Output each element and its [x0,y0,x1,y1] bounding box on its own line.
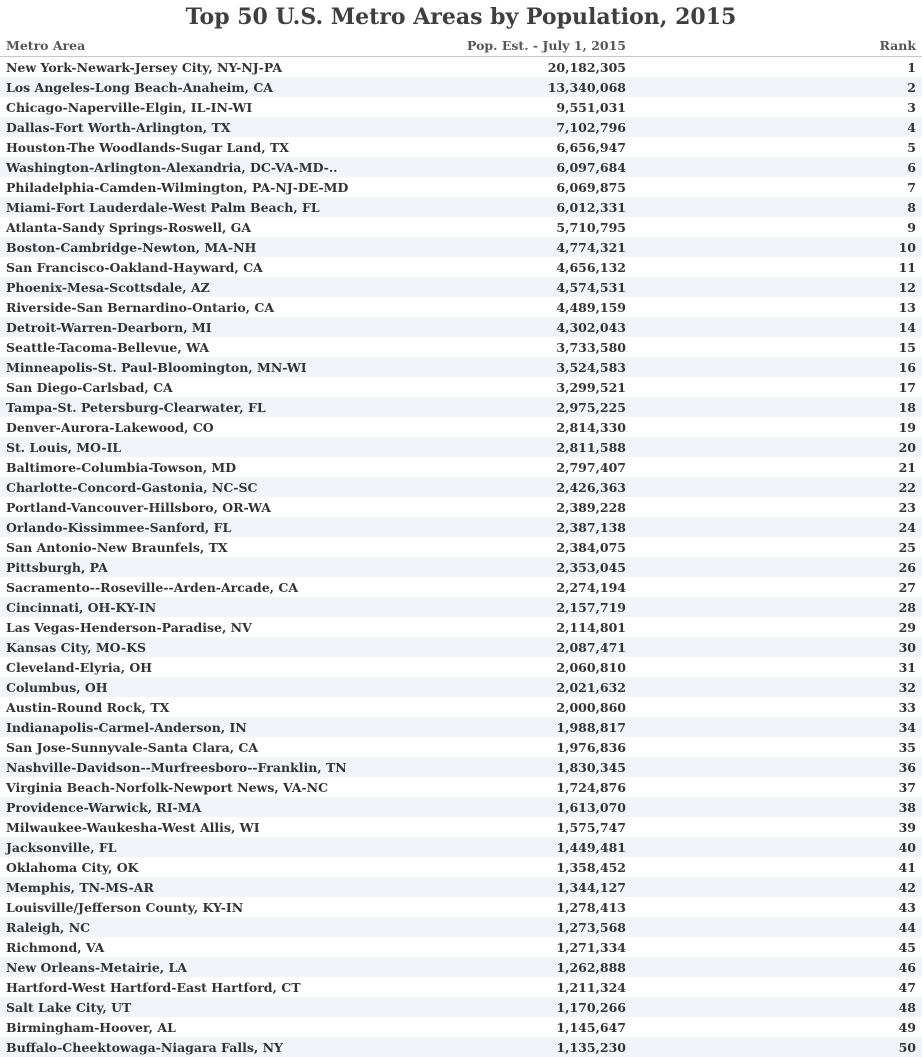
table-row [0,977,922,997]
table-row [0,557,922,577]
table-row [0,537,922,557]
population-cell: 1,449,481 [460,837,632,857]
metro-area-cell: Portland-Vancouver-Hillsboro, OR-WA [6,499,271,515]
metro-area-cell: Salt Lake City, UT [0,997,460,1017]
metro-area-cell: Raleigh, NC [0,917,460,937]
population-cell: 2,975,225 [460,397,632,417]
metro-area-cell: Orlando-Kissimmee-Sanford, FL [0,517,460,537]
rank-cell: 50 [632,1037,922,1057]
metro-area-cell: Minneapolis-St. Paul-Bloomington, MN-WI [0,357,460,377]
rank-cell: 38 [632,797,922,817]
metro-area-cell: Philadelphia-Camden-Wilmington, PA-NJ-DE-MD [6,179,349,195]
metro-area-cell: Sacramento--Roseville--Arden-Arcade, CA [6,579,299,595]
population-cell: 3,733,580 [556,339,626,355]
metro-area-cell: Nashville-Davidson--Murfreesboro--Franklin, TN [0,757,460,777]
population-cell: 1,724,876 [556,779,626,795]
table-row [0,677,922,697]
metro-area-cell: Phoenix-Mesa-Scottsdale, AZ [0,277,460,297]
table-row [0,97,922,117]
metro-area-cell: Birmingham-Hoover, AL [6,1019,176,1035]
table-row [0,157,922,177]
table-row [0,137,922,157]
table-row [0,997,922,1017]
table-row [0,77,922,97]
population-cell: 1,271,334 [556,939,626,955]
metro-area-cell: Baltimore-Columbia-Towson, MD [6,459,237,475]
table-row [0,117,922,137]
population-cell: 1,262,888 [460,957,632,977]
metro-area-cell: Washington-Arlington-Alexandria, DC-VA-MD-.. [0,157,460,177]
rank-cell: 9 [907,219,916,235]
rank-cell: 3 [907,99,916,115]
metro-area-cell: San Francisco-Oakland-Hayward, CA [6,259,263,275]
population-cell: 2,021,632 [460,677,632,697]
metro-area-cell: Memphis, TN-MS-AR [0,877,460,897]
population-cell: 1,976,836 [556,739,626,755]
population-cell: 2,387,138 [460,517,632,537]
table-row [0,437,922,457]
rank-cell: 11 [898,259,916,275]
rank-cell: 5 [907,139,916,155]
rank-cell: 23 [898,499,916,515]
metro-area-cell: Miami-Fort Lauderdale-West Palm Beach, FL [0,197,460,217]
table-row [0,457,922,477]
table-row [0,717,922,737]
table-row [0,617,922,637]
rank-cell: 48 [632,997,922,1017]
table-row [0,57,922,78]
metro-area-cell: Pittsburgh, PA [0,557,460,577]
table-row [0,657,922,677]
table-row [0,357,922,377]
population-cell: 2,114,801 [556,619,626,635]
population-cell: 1,170,266 [460,997,632,1017]
table-row [0,477,922,497]
metro-area-cell: Kansas City, MO-KS [0,637,460,657]
rank-cell: 34 [632,717,922,737]
metro-area-cell: San Diego-Carlsbad, CA [6,379,173,395]
table-row [0,317,922,337]
rank-cell: 12 [632,277,922,297]
population-cell: 1,988,817 [460,717,632,737]
table-row [0,397,922,417]
column-header-rank[interactable]: Rank [632,34,922,57]
population-cell: 2,814,330 [556,419,626,435]
metro-area-cell: San Jose-Sunnyvale-Santa Clara, CA [6,739,259,755]
rank-cell: 45 [898,939,916,955]
metro-area-cell: Houston-The Woodlands-Sugar Land, TX [6,139,289,155]
metro-area-cell: Milwaukee-Waukesha-West Allis, WI [6,819,260,835]
rank-cell: 31 [898,659,916,675]
rank-cell: 46 [632,957,922,977]
population-cell: 2,000,860 [556,699,626,715]
population-cell: 1,344,127 [460,877,632,897]
population-cell: 20,182,305 [547,59,626,75]
table-row [0,737,922,757]
rank-cell: 2 [632,77,922,97]
rank-cell: 43 [898,899,916,915]
rank-cell: 30 [632,637,922,657]
metro-area-cell: Jacksonville, FL [0,837,460,857]
population-cell: 2,274,194 [556,579,626,595]
population-cell: 2,389,228 [556,499,626,515]
metro-area-cell: Detroit-Warren-Dearborn, MI [0,317,460,337]
table-row [0,177,922,197]
rank-cell: 32 [632,677,922,697]
table-row [0,897,922,917]
metro-area-cell: Columbus, OH [0,677,460,697]
metro-area-cell: Chicago-Naperville-Elgin, IL-IN-WI [6,99,253,115]
rank-cell: 39 [898,819,916,835]
table-row [0,277,922,297]
metro-area-cell: Cincinnati, OH-KY-IN [0,597,460,617]
rank-cell: 16 [632,357,922,377]
table-row [0,257,922,277]
rank-cell: 6 [632,157,922,177]
table-row [0,197,922,217]
table-row [0,597,922,617]
metro-area-cell: Hartford-West Hartford-East Hartford, CT [6,979,301,995]
metro-area-cell: New Orleans-Metairie, LA [0,957,460,977]
metro-area-cell: New York-Newark-Jersey City, NY-NJ-PA [6,59,283,75]
table-row [0,757,922,777]
rank-cell: 35 [898,739,916,755]
metro-area-cell: Las Vegas-Henderson-Paradise, NV [6,619,252,635]
population-cell: 1,278,413 [556,899,626,915]
population-cell: 1,575,747 [556,819,626,835]
table-row [0,297,922,317]
table-row [0,797,922,817]
rank-cell: 24 [632,517,922,537]
population-cell: 5,710,795 [556,219,626,235]
metro-area-cell: San Antonio-New Braunfels, TX [6,539,228,555]
table-row [0,697,922,717]
population-cell: 1,613,070 [460,797,632,817]
rank-cell: 49 [898,1019,916,1035]
rank-cell: 15 [898,339,916,355]
rank-cell: 36 [632,757,922,777]
table-row [0,777,922,797]
metro-area-cell: Denver-Aurora-Lakewood, CO [6,419,214,435]
population-cell: 2,797,407 [556,459,626,475]
table-row [0,817,922,837]
rank-cell: 19 [898,419,916,435]
table-row [0,577,922,597]
rank-cell: 25 [898,539,916,555]
rank-cell: 29 [898,619,916,635]
population-table [0,34,922,1057]
population-cell: 1,211,324 [556,979,626,995]
column-header-population[interactable]: Pop. Est. - July 1, 2015 [460,34,632,57]
chart-title: Top 50 U.S. Metro Areas by Population, 2015 [185,4,737,30]
metro-area-cell: Atlanta-Sandy Springs-Roswell, GA [6,219,252,235]
population-cell: 2,087,471 [460,637,632,657]
population-cell: 6,012,331 [460,197,632,217]
population-cell: 9,551,031 [556,99,626,115]
rank-cell: 4 [632,117,922,137]
metro-area-cell: Virginia Beach-Norfolk-Newport News, VA-NC [6,779,329,795]
population-cell: 4,302,043 [460,317,632,337]
population-cell: 7,102,796 [460,117,632,137]
column-header-metro-area[interactable]: Metro Area [0,34,460,57]
rank-cell: 40 [632,837,922,857]
metro-area-cell: Cleveland-Elyria, OH [6,659,153,675]
metro-area-cell: Oklahoma City, OK [6,859,139,875]
population-cell: 1,273,568 [460,917,632,937]
table-row [0,957,922,977]
metro-area-cell: St. Louis, MO-IL [0,437,460,457]
metro-area-cell: Louisville/Jefferson County, KY-IN [6,899,244,915]
table-row [0,237,922,257]
population-cell: 4,574,531 [460,277,632,297]
population-cell: 4,774,321 [460,237,632,257]
metro-area-cell: Austin-Round Rock, TX [6,699,170,715]
rank-cell: 21 [898,459,916,475]
rank-cell: 14 [632,317,922,337]
metro-area-cell: Seattle-Tacoma-Bellevue, WA [6,339,210,355]
table-row [0,517,922,537]
table-row [0,1017,922,1037]
rank-cell: 8 [632,197,922,217]
rank-cell: 47 [898,979,916,995]
rank-cell: 13 [898,299,916,315]
population-cell: 3,524,583 [460,357,632,377]
table-row [0,877,922,897]
population-cell: 4,489,159 [556,299,626,315]
table-row [0,377,922,397]
table-row [0,917,922,937]
table-row [0,837,922,857]
population-cell: 2,060,810 [556,659,626,675]
rank-cell: 37 [898,779,916,795]
metro-area-cell: Buffalo-Cheektowaga-Niagara Falls, NY [0,1037,460,1057]
rank-cell: 28 [632,597,922,617]
rank-cell: 20 [632,437,922,457]
population-cell: 2,426,363 [460,477,632,497]
rank-cell: 42 [632,877,922,897]
population-cell: 6,069,875 [556,179,626,195]
table-row [0,337,922,357]
metro-area-cell: Charlotte-Concord-Gastonia, NC-SC [0,477,460,497]
rank-cell: 17 [898,379,916,395]
metro-area-cell: Riverside-San Bernardino-Ontario, CA [6,299,275,315]
rank-cell: 18 [632,397,922,417]
population-cell: 2,157,719 [460,597,632,617]
rank-cell: 41 [898,859,916,875]
population-cell: 1,358,452 [556,859,626,875]
table-row [0,937,922,957]
metro-area-cell: Tampa-St. Petersburg-Clearwater, FL [0,397,460,417]
table-row [0,637,922,657]
metro-area-cell: Richmond, VA [6,939,105,955]
population-cell: 1,145,647 [556,1019,626,1035]
population-cell: 2,384,075 [556,539,626,555]
rank-cell: 22 [632,477,922,497]
metro-area-cell: Providence-Warwick, RI-MA [0,797,460,817]
table-row [0,1037,922,1057]
population-cell: 6,656,947 [556,139,626,155]
metro-area-cell: Indianapolis-Carmel-Anderson, IN [0,717,460,737]
table-row [0,857,922,877]
table-row [0,497,922,517]
metro-area-cell: Los Angeles-Long Beach-Anaheim, CA [0,77,460,97]
population-cell: 4,656,132 [556,259,626,275]
population-cell: 13,340,068 [460,77,632,97]
rank-cell: 7 [907,179,916,195]
rank-cell: 27 [898,579,916,595]
table-row [0,417,922,437]
population-cell: 3,299,521 [556,379,626,395]
rank-cell: 1 [907,59,916,75]
table-body [0,57,922,1057]
rank-cell: 44 [632,917,922,937]
population-cell: 2,811,588 [460,437,632,457]
rank-cell: 10 [632,237,922,257]
rank-cell: 33 [898,699,916,715]
metro-area-cell: Boston-Cambridge-Newton, MA-NH [0,237,460,257]
population-cell: 2,353,045 [460,557,632,577]
header-row [0,34,922,57]
metro-area-cell: Dallas-Fort Worth-Arlington, TX [0,117,460,137]
population-cell: 1,830,345 [460,757,632,777]
rank-cell: 26 [632,557,922,577]
population-cell: 6,097,684 [460,157,632,177]
table-row [0,217,922,237]
population-cell: 1,135,230 [460,1037,632,1057]
